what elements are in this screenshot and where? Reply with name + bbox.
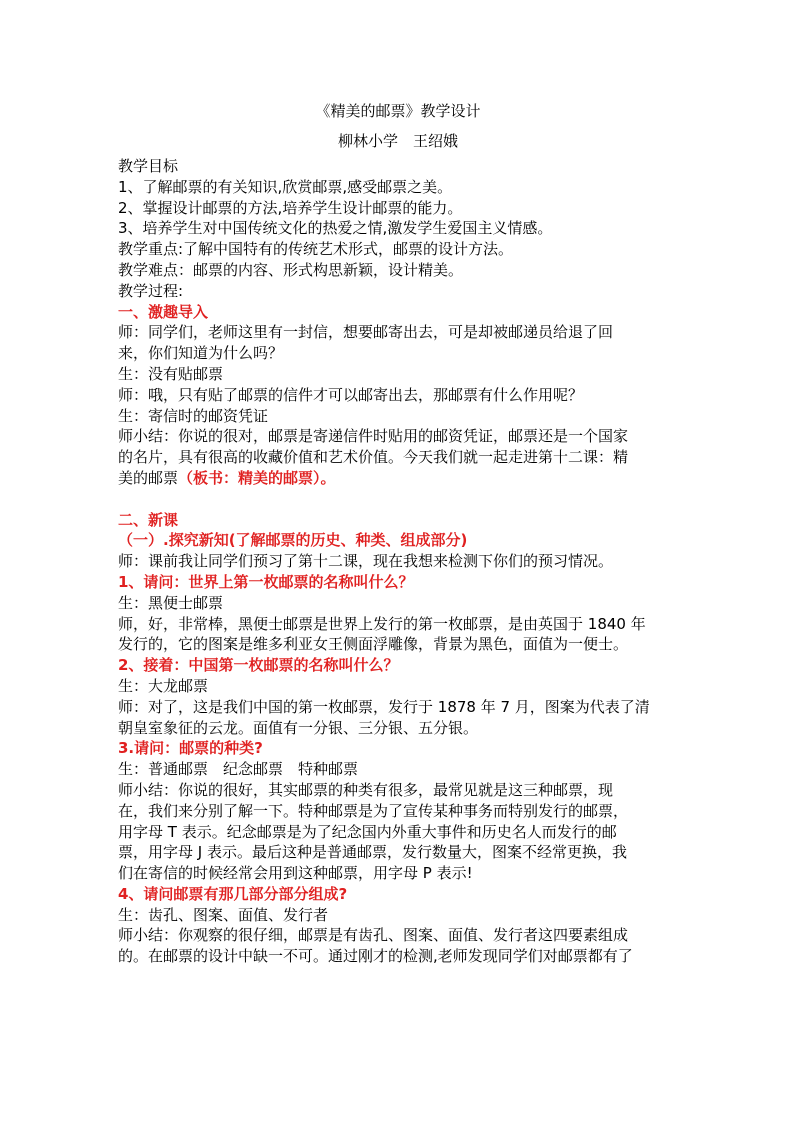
- q1-line: 发行的，它的图案是维多利亚女王侧面浮雕像，背景为黑色，面值为一便士。: [118, 635, 629, 654]
- section1-line: 师：哦，只有贴了邮票的信件才可以邮寄出去，那邮票有什么作用呢？: [118, 385, 584, 404]
- section1-line: 生：寄信时的邮资凭证: [118, 406, 269, 425]
- document-page: [118, 100, 678, 967]
- key-point: 教学重点:了解中国特有的传统艺术形式，邮票的设计方法。: [118, 240, 514, 259]
- q3-line: 用字母 T 表示。纪念邮票是为了纪念国内外重大事件和历史名人而发行的邮: [118, 822, 617, 841]
- section1-heading: 一、激趣导入: [118, 302, 209, 321]
- process-heading: 教学过程:: [118, 281, 184, 300]
- q4-line: 的。在邮票的设计中缺一不可。通过刚才的检测,老师发现同学们对邮票都有了: [118, 947, 633, 966]
- section1-line: 师：同学们，老师这里有一封信，想要邮寄出去，可是却被邮递员给退了回: [118, 323, 614, 342]
- section1-last-line: [118, 468, 678, 489]
- document-author: 柳林小学 王绍娥: [337, 132, 458, 150]
- q3-line: 师小结：你说的很好，其实邮票的种类有很多，最常见就是这三种邮票，现: [118, 780, 614, 799]
- question-1: 1、请问：世界上第一枚邮票的名称叫什么？: [118, 572, 414, 591]
- question-2: 2、接着：中国第一枚邮票的名称叫什么？: [118, 656, 399, 675]
- q3-line: 生：普通邮票 纪念邮票 特种邮票: [118, 760, 359, 779]
- section1-last-plain: 美的邮票: [118, 468, 179, 487]
- q3-line: 在，我们来分别了解一下。特种邮票是为了宣传某种事务而特别发行的邮票，: [118, 801, 629, 820]
- section1-line: 生：没有贴邮票: [118, 364, 224, 383]
- q4-line: 生：齿孔、图案、面值、发行者: [118, 905, 329, 924]
- section1-line: 的名片，具有很高的收藏价值和艺术价值。今天我们就一起走进第十二课：精: [118, 448, 629, 467]
- document-title: 《精美的邮票》教学设计: [315, 102, 481, 120]
- objective-item: 3、培养学生对中国传统文化的热爱之情,激发学生爱国主义情感。: [118, 219, 553, 238]
- objective-item: 2、掌握设计邮票的方法,培养学生设计邮票的能力。: [118, 198, 463, 217]
- q2-line: 师：对了，这是我们中国的第一枚邮票，发行于 1878 年 7 月，图案为代表了清: [118, 697, 650, 716]
- q4-line: 师小结：你观察的很仔细，邮票是有齿孔、图案、面值、发行者这四要素组成: [118, 926, 629, 945]
- blank-line: [118, 489, 678, 510]
- question-4: 4、请问邮票有那几部分部分组成?: [118, 884, 348, 903]
- objective-item: 1、了解邮票的有关知识,欣赏邮票,感受邮票之美。: [118, 177, 453, 196]
- board-note: （板书：精美的邮票）。: [178, 468, 336, 487]
- q2-line: 朝皇室象征的云龙。面值有一分银、三分银、五分银。: [118, 718, 479, 737]
- q1-line: 师，好，非常棒，黑便士邮票是世界上发行的第一枚邮票，是由英国于 1840 年: [118, 614, 646, 633]
- objectives-heading: 教学目标: [118, 157, 179, 175]
- q3-line: 们在寄信的时候经常会用到这种邮票，用字母 P 表示!: [118, 864, 473, 883]
- difficulty: 教学难点：邮票的内容、形式构思新颖，设计精美。: [118, 260, 464, 279]
- q2-line: 生：大龙邮票: [118, 676, 209, 695]
- section2-heading: 二、新课: [118, 510, 179, 529]
- section1-line: 来，你们知道为什么吗？: [118, 344, 284, 363]
- section2-subheading: （一）.探究新知(了解邮票的历史、种类、组成部分): [118, 531, 468, 550]
- q1-line: 生：黑便士邮票: [118, 593, 224, 612]
- question-3: 3.请问：邮票的种类?: [118, 739, 263, 758]
- section1-line: 师小结：你说的很对，邮票是寄递信件时贴用的邮资凭证，邮票还是一个国家: [118, 427, 629, 446]
- section2-intro: 师：课前我让同学们预习了第十二课，现在我想来检测下你们的预习情况。: [118, 552, 614, 571]
- q3-line: 票，用字母 J 表示。最后这种是普通邮票，发行数量大，图案不经常更换，我: [118, 843, 627, 862]
